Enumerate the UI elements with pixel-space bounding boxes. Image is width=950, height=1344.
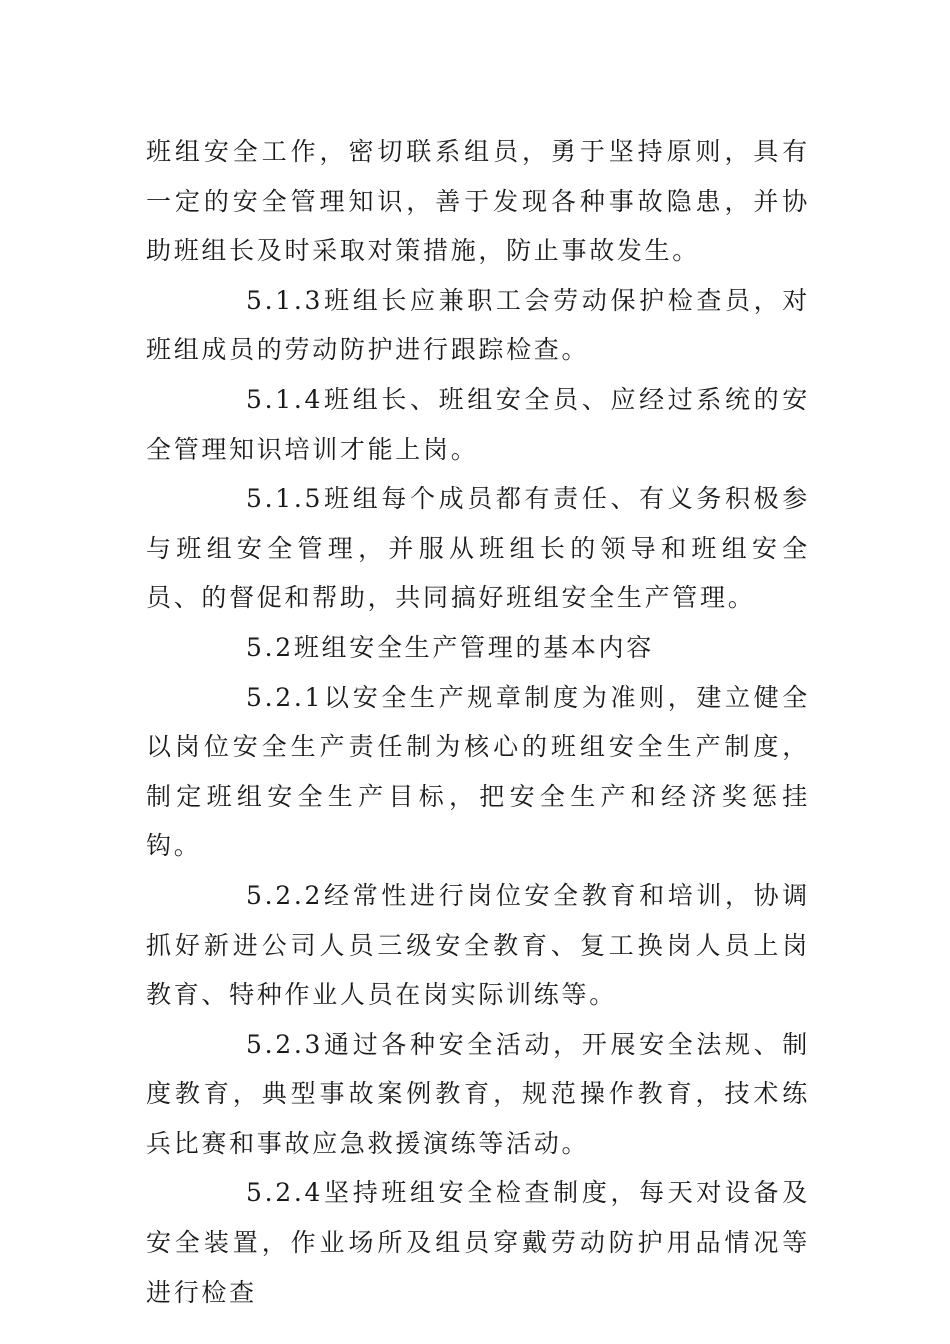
document-body xyxy=(146,127,810,1317)
paragraph-5-2-1: 5.2.1以安全生产规章制度为准则，建立健全以岗位安全生产责任制为核心的班组安全生产制度，制定班组安全生产目标，把安全生产和经济奖惩挂钩。 xyxy=(146,682,810,861)
section-heading-5-2: 5.2班组安全生产管理的基本内容 xyxy=(246,632,654,662)
paragraph-5-1-3: 5.1.3班组长应兼职工会劳动保护检查员，对班组成员的劳动防护进行跟踪检查。 xyxy=(146,285,810,365)
paragraph-5-2-3: 5.2.3通过各种安全活动，开展安全法规、制度教育，典型事故案例教育，规范操作教育，技术练兵比赛和事故应急救援演练等活动。 xyxy=(146,1029,810,1158)
paragraph-5-1-5: 5.1.5班组每个成员都有责任、有义务积极参与班组安全管理，并服从班组长的领导和班组安全员、的督促和帮助，共同搞好班组安全生产管理。 xyxy=(146,484,810,613)
paragraph-continuation: 班组安全工作，密切联系组员，勇于坚持原则，具有一定的安全管理知识，善于发现各种事故隐患，并协助班组长及时采取对策措施，防止事故发生。 xyxy=(146,137,810,266)
paragraph-5-1-4: 5.1.4班组长、班组安全员、应经过系统的安全管理知识培训才能上岗。 xyxy=(146,384,810,464)
paragraph-5-2-2: 5.2.2经常性进行岗位安全教育和培训，协调抓好新进公司人员三级安全教育、复工换岗人员上岗教育、特种作业人员在岗实际训练等。 xyxy=(146,880,810,1010)
paragraph-5-2-4: 5.2.4坚持班组安全检查制度，每天对设备及安全装置，作业场所及组员穿戴劳动防护用品情况等进行检查 xyxy=(146,1178,810,1307)
